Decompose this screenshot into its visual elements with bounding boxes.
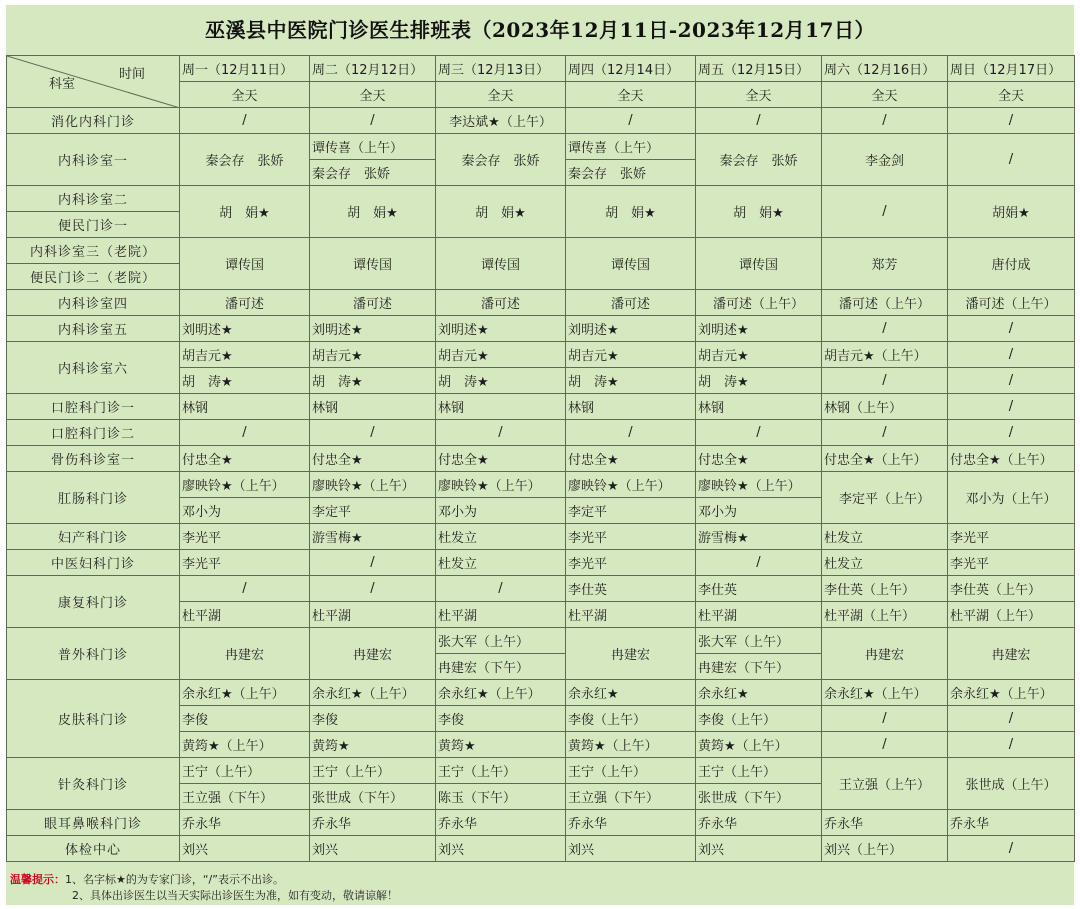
doctor-cell: / bbox=[566, 108, 696, 134]
shift-header: 全天 bbox=[436, 82, 566, 108]
doctor-cell: 冉建宏（下午） bbox=[436, 654, 566, 680]
doctor-cell: 杜发立 bbox=[436, 550, 566, 576]
schedule-table bbox=[6, 55, 1075, 862]
department-cell: 内科诊室四 bbox=[7, 290, 180, 316]
department-cell: 骨伤科诊室一 bbox=[7, 446, 180, 472]
diagonal-line bbox=[7, 56, 180, 108]
doctor-cell: 邓小为 bbox=[180, 498, 310, 524]
shift-header: 全天 bbox=[696, 82, 822, 108]
doctor-cell: 廖映铃★（上午） bbox=[696, 472, 822, 498]
doctor-cell: 廖映铃★（上午） bbox=[566, 472, 696, 498]
doctor-cell: 李定平 bbox=[310, 498, 436, 524]
doctor-cell: 黄筠★ bbox=[436, 732, 566, 758]
notes-line-1: 1、名字标★的为专家门诊，“/”表示不出诊。 bbox=[65, 873, 284, 886]
doctor-cell: / bbox=[180, 576, 310, 602]
table-row bbox=[7, 576, 1075, 602]
table-row bbox=[7, 472, 1075, 498]
doctor-cell: 胡吉元★ bbox=[566, 342, 696, 368]
doctor-cell: 李光平 bbox=[948, 524, 1075, 550]
day-header: 周一（12月11日） bbox=[180, 56, 310, 82]
doctor-cell: 潘可述（上午） bbox=[822, 290, 948, 316]
doctor-cell: 秦会存 张娇 bbox=[310, 160, 436, 186]
department-cell: 便民门诊二（老院） bbox=[7, 264, 180, 290]
doctor-cell: / bbox=[822, 420, 948, 446]
doctor-cell: / bbox=[310, 576, 436, 602]
doctor-cell: 游雪梅★ bbox=[310, 524, 436, 550]
doctor-cell: 余永红★ bbox=[566, 680, 696, 706]
department-cell: 中医妇科门诊 bbox=[7, 550, 180, 576]
doctor-cell: 李仕英 bbox=[696, 576, 822, 602]
doctor-cell: 李仕英（上午） bbox=[822, 576, 948, 602]
doctor-cell: 乔永华 bbox=[180, 810, 310, 836]
doctor-cell: 张世成（上午） bbox=[948, 758, 1075, 810]
table-row bbox=[7, 446, 1075, 472]
table-row bbox=[7, 394, 1075, 420]
doctor-cell: / bbox=[310, 550, 436, 576]
doctor-cell: 付忠全★ bbox=[566, 446, 696, 472]
doctor-cell: / bbox=[310, 108, 436, 134]
doctor-cell: 杜平湖 bbox=[566, 602, 696, 628]
doctor-cell: / bbox=[822, 186, 948, 238]
doctor-cell: 李俊 bbox=[436, 706, 566, 732]
doctor-cell: 李仕英（上午） bbox=[948, 576, 1075, 602]
doctor-cell: / bbox=[948, 316, 1075, 342]
doctor-cell: 杜平湖 bbox=[310, 602, 436, 628]
doctor-cell: 邓小为 bbox=[436, 498, 566, 524]
doctor-cell: 乔永华 bbox=[310, 810, 436, 836]
doctor-cell: 杜平湖 bbox=[696, 602, 822, 628]
doctor-cell: 王宁（上午） bbox=[180, 758, 310, 784]
doctor-cell: / bbox=[948, 134, 1075, 186]
doctor-cell: 林钢 bbox=[696, 394, 822, 420]
doctor-cell: 刘明述★ bbox=[180, 316, 310, 342]
doctor-cell: 王立强（下午） bbox=[566, 784, 696, 810]
dept-axis-label: 科室 bbox=[49, 77, 76, 92]
doctor-cell: 胡 涛★ bbox=[436, 368, 566, 394]
doctor-cell: 谭传国 bbox=[310, 238, 436, 290]
doctor-cell: 付忠全★ bbox=[696, 446, 822, 472]
doctor-cell: 杜发立 bbox=[436, 524, 566, 550]
department-cell: 针灸科门诊 bbox=[7, 758, 180, 810]
doctor-cell: 胡 涛★ bbox=[696, 368, 822, 394]
doctor-cell: 李俊 bbox=[180, 706, 310, 732]
shift-header: 全天 bbox=[310, 82, 436, 108]
table-row bbox=[7, 342, 1075, 368]
doctor-cell: 胡 娟★ bbox=[696, 186, 822, 238]
doctor-cell: / bbox=[948, 394, 1075, 420]
department-cell: 内科诊室二 bbox=[7, 186, 180, 212]
doctor-cell: 黄筠★（上午） bbox=[180, 732, 310, 758]
doctor-cell: 潘可述（上午） bbox=[696, 290, 822, 316]
table-row bbox=[7, 134, 1075, 160]
doctor-cell: 黄筠★（上午） bbox=[566, 732, 696, 758]
doctor-cell: 陈玉（下午） bbox=[436, 784, 566, 810]
department-cell: 便民门诊一 bbox=[7, 212, 180, 238]
doctor-cell: 付忠全★ bbox=[180, 446, 310, 472]
doctor-cell: 王立强（下午） bbox=[180, 784, 310, 810]
doctor-cell: 廖映铃★（上午） bbox=[310, 472, 436, 498]
doctor-cell: 乔永华 bbox=[436, 810, 566, 836]
doctor-cell: 刘兴 bbox=[180, 836, 310, 862]
doctor-cell: 谭传国 bbox=[436, 238, 566, 290]
doctor-cell: 秦会存 张娇 bbox=[180, 134, 310, 186]
table-row bbox=[7, 108, 1075, 134]
doctor-cell: 廖映铃★（上午） bbox=[180, 472, 310, 498]
doctor-cell: 余永红★ bbox=[696, 680, 822, 706]
doctor-cell: 胡 娟★ bbox=[436, 186, 566, 238]
doctor-cell: 刘明述★ bbox=[310, 316, 436, 342]
doctor-cell: 杜平湖（上午） bbox=[822, 602, 948, 628]
doctor-cell: 余永红★（上午） bbox=[822, 680, 948, 706]
doctor-cell: 林钢 bbox=[310, 394, 436, 420]
doctor-cell: 潘可述 bbox=[436, 290, 566, 316]
department-cell: 妇产科门诊 bbox=[7, 524, 180, 550]
doctor-cell: 谭传国 bbox=[696, 238, 822, 290]
doctor-cell: 李光平 bbox=[180, 550, 310, 576]
shift-header: 全天 bbox=[566, 82, 696, 108]
doctor-cell: / bbox=[822, 316, 948, 342]
table-row bbox=[7, 680, 1075, 706]
department-cell: 普外科门诊 bbox=[7, 628, 180, 680]
doctor-cell: 胡娟★ bbox=[948, 186, 1075, 238]
doctor-cell: / bbox=[822, 108, 948, 134]
doctor-cell: / bbox=[948, 368, 1075, 394]
doctor-cell: 张大军（上午） bbox=[696, 628, 822, 654]
doctor-cell: 张世成（下午） bbox=[696, 784, 822, 810]
doctor-cell: 胡吉元★ bbox=[180, 342, 310, 368]
doctor-cell: 黄筠★（上午） bbox=[696, 732, 822, 758]
doctor-cell: 王立强（上午） bbox=[822, 758, 948, 810]
doctor-cell: / bbox=[948, 420, 1075, 446]
day-header: 周日（12月17日） bbox=[948, 56, 1075, 82]
doctor-cell: / bbox=[948, 342, 1075, 368]
doctor-cell: 杜平湖（上午） bbox=[948, 602, 1075, 628]
doctor-cell: 胡吉元★ bbox=[310, 342, 436, 368]
doctor-cell: 李达斌★（上午） bbox=[436, 108, 566, 134]
day-header: 周五（12月15日） bbox=[696, 56, 822, 82]
doctor-cell: 杜平湖 bbox=[436, 602, 566, 628]
doctor-cell: 邓小为 bbox=[696, 498, 822, 524]
doctor-cell: 李定平 bbox=[566, 498, 696, 524]
doctor-cell: 李俊（上午） bbox=[566, 706, 696, 732]
doctor-cell: / bbox=[696, 550, 822, 576]
notes-line-2: 2、具体出诊医生以当天实际出诊医生为准，如有变动，敬请谅解！ bbox=[72, 889, 398, 902]
doctor-cell: 刘兴 bbox=[566, 836, 696, 862]
doctor-cell: / bbox=[436, 576, 566, 602]
doctor-cell: 林钢 bbox=[180, 394, 310, 420]
doctor-cell: 冉建宏（下午） bbox=[696, 654, 822, 680]
doctor-cell: 刘明述★ bbox=[696, 316, 822, 342]
doctor-cell: 李俊（上午） bbox=[696, 706, 822, 732]
department-cell: 肛肠科门诊 bbox=[7, 472, 180, 524]
doctor-cell: / bbox=[948, 732, 1075, 758]
doctor-cell: 冉建宏 bbox=[566, 628, 696, 680]
doctor-cell: 付忠全★ bbox=[436, 446, 566, 472]
doctor-cell: 秦会存 张娇 bbox=[696, 134, 822, 186]
doctor-cell: 乔永华 bbox=[822, 810, 948, 836]
doctor-cell: 李光平 bbox=[566, 524, 696, 550]
doctor-cell: 潘可述 bbox=[310, 290, 436, 316]
doctor-cell: 黄筠★ bbox=[310, 732, 436, 758]
doctor-cell: 林钢（上午） bbox=[822, 394, 948, 420]
doctor-cell: 李仕英 bbox=[566, 576, 696, 602]
day-header: 周六（12月16日） bbox=[822, 56, 948, 82]
page-title: 巫溪县中医院门诊医生排班表（2023年12月11日-2023年12月17日） bbox=[205, 18, 875, 42]
doctor-cell: 李俊 bbox=[310, 706, 436, 732]
doctor-cell: 杜发立 bbox=[822, 524, 948, 550]
table-row bbox=[7, 316, 1075, 342]
doctor-cell: 王宁（上午） bbox=[696, 758, 822, 784]
department-cell: 口腔科门诊一 bbox=[7, 394, 180, 420]
doctor-cell: 胡 娟★ bbox=[180, 186, 310, 238]
department-cell: 口腔科门诊二 bbox=[7, 420, 180, 446]
doctor-cell: 谭传喜（上午） bbox=[566, 134, 696, 160]
day-header: 周四（12月14日） bbox=[566, 56, 696, 82]
doctor-cell: 王宁（上午） bbox=[436, 758, 566, 784]
department-cell: 内科诊室五 bbox=[7, 316, 180, 342]
doctor-cell: / bbox=[822, 368, 948, 394]
doctor-cell: 付忠全★（上午） bbox=[948, 446, 1075, 472]
doctor-cell: 谭传国 bbox=[180, 238, 310, 290]
day-header: 周二（12月12日） bbox=[310, 56, 436, 82]
notes bbox=[10, 872, 398, 904]
doctor-cell: 王宁（上午） bbox=[310, 758, 436, 784]
doctor-cell: 邓小为（上午） bbox=[948, 472, 1075, 524]
doctor-cell: / bbox=[948, 108, 1075, 134]
doctor-cell: 秦会存 张娇 bbox=[436, 134, 566, 186]
table-row bbox=[7, 420, 1075, 446]
doctor-cell: / bbox=[948, 836, 1075, 862]
doctor-cell: 乔永华 bbox=[696, 810, 822, 836]
table-row bbox=[7, 186, 1075, 212]
doctor-cell: 付忠全★（上午） bbox=[822, 446, 948, 472]
doctor-cell: 余永红★（上午） bbox=[180, 680, 310, 706]
doctor-cell: 胡 娟★ bbox=[310, 186, 436, 238]
doctor-cell: 廖映铃★（上午） bbox=[436, 472, 566, 498]
doctor-cell: 潘可述 bbox=[566, 290, 696, 316]
department-cell: 眼耳鼻喉科门诊 bbox=[7, 810, 180, 836]
doctor-cell: 乔永华 bbox=[566, 810, 696, 836]
doctor-cell: 胡吉元★（上午） bbox=[822, 342, 948, 368]
doctor-cell: 冉建宏 bbox=[310, 628, 436, 680]
doctor-cell: 余永红★（上午） bbox=[310, 680, 436, 706]
doctor-cell: / bbox=[436, 420, 566, 446]
doctor-cell: 胡吉元★ bbox=[696, 342, 822, 368]
doctor-cell: 刘明述★ bbox=[436, 316, 566, 342]
doctor-cell: 谭传国 bbox=[566, 238, 696, 290]
department-cell: 内科诊室一 bbox=[7, 134, 180, 186]
doctor-cell: 李光平 bbox=[948, 550, 1075, 576]
doctor-cell: 刘明述★ bbox=[566, 316, 696, 342]
department-cell: 消化内科门诊 bbox=[7, 108, 180, 134]
doctor-cell: 胡 涛★ bbox=[180, 368, 310, 394]
shift-header: 全天 bbox=[822, 82, 948, 108]
table-row bbox=[7, 758, 1075, 784]
doctor-cell: 游雪梅★ bbox=[696, 524, 822, 550]
doctor-cell: 冉建宏 bbox=[180, 628, 310, 680]
time-axis-label: 时间 bbox=[119, 67, 146, 82]
doctor-cell: 秦会存 张娇 bbox=[566, 160, 696, 186]
doctor-cell: 冉建宏 bbox=[948, 628, 1075, 680]
day-header: 周三（12月13日） bbox=[436, 56, 566, 82]
doctor-cell: 潘可述（上午） bbox=[948, 290, 1075, 316]
doctor-cell: 杜平湖 bbox=[180, 602, 310, 628]
table-row bbox=[7, 628, 1075, 654]
doctor-cell: 李光平 bbox=[180, 524, 310, 550]
header-row-days bbox=[7, 56, 1075, 82]
schedule-sheet bbox=[6, 5, 1074, 905]
doctor-cell: / bbox=[566, 420, 696, 446]
doctor-cell: 乔永华 bbox=[948, 810, 1075, 836]
doctor-cell: 唐付成 bbox=[948, 238, 1075, 290]
doctor-cell: 余永红★（上午） bbox=[948, 680, 1075, 706]
doctor-cell: 林钢 bbox=[566, 394, 696, 420]
doctor-cell: / bbox=[822, 732, 948, 758]
table-row bbox=[7, 290, 1075, 316]
doctor-cell: 郑芳 bbox=[822, 238, 948, 290]
doctor-cell: 冉建宏 bbox=[822, 628, 948, 680]
shift-header: 全天 bbox=[180, 82, 310, 108]
doctor-cell: 余永红★（上午） bbox=[436, 680, 566, 706]
doctor-cell: / bbox=[822, 706, 948, 732]
doctor-cell: 杜发立 bbox=[822, 550, 948, 576]
doctor-cell: / bbox=[180, 108, 310, 134]
corner-header bbox=[7, 56, 180, 108]
notes-tip-label: 温馨提示： bbox=[10, 873, 65, 886]
doctor-cell: / bbox=[310, 420, 436, 446]
doctor-cell: / bbox=[696, 420, 822, 446]
doctor-cell: / bbox=[948, 706, 1075, 732]
doctor-cell: 胡吉元★ bbox=[436, 342, 566, 368]
department-cell: 皮肤科门诊 bbox=[7, 680, 180, 758]
doctor-cell: 刘兴 bbox=[696, 836, 822, 862]
table-row bbox=[7, 524, 1075, 550]
schedule-body bbox=[7, 56, 1075, 862]
department-cell: 康复科门诊 bbox=[7, 576, 180, 628]
doctor-cell: 李光平 bbox=[566, 550, 696, 576]
department-cell: 内科诊室六 bbox=[7, 342, 180, 394]
department-cell: 体检中心 bbox=[7, 836, 180, 862]
doctor-cell: 谭传喜（上午） bbox=[310, 134, 436, 160]
shift-header: 全天 bbox=[948, 82, 1075, 108]
doctor-cell: 刘兴 bbox=[310, 836, 436, 862]
doctor-cell: 胡 涛★ bbox=[310, 368, 436, 394]
doctor-cell: 李定平（上午） bbox=[822, 472, 948, 524]
doctor-cell: 刘兴 bbox=[436, 836, 566, 862]
table-row bbox=[7, 238, 1075, 264]
doctor-cell: 刘兴（上午） bbox=[822, 836, 948, 862]
doctor-cell: 李金剑 bbox=[822, 134, 948, 186]
department-cell: 内科诊室三（老院） bbox=[7, 238, 180, 264]
doctor-cell: 林钢 bbox=[436, 394, 566, 420]
doctor-cell: 潘可述 bbox=[180, 290, 310, 316]
table-row bbox=[7, 810, 1075, 836]
doctor-cell: 张大军（上午） bbox=[436, 628, 566, 654]
doctor-cell: / bbox=[696, 108, 822, 134]
doctor-cell: 付忠全★ bbox=[310, 446, 436, 472]
table-row bbox=[7, 550, 1075, 576]
doctor-cell: 张世成（下午） bbox=[310, 784, 436, 810]
table-row bbox=[7, 836, 1075, 862]
doctor-cell: / bbox=[180, 420, 310, 446]
doctor-cell: 王宁（上午） bbox=[566, 758, 696, 784]
doctor-cell: 胡 涛★ bbox=[566, 368, 696, 394]
doctor-cell: 胡 娟★ bbox=[566, 186, 696, 238]
